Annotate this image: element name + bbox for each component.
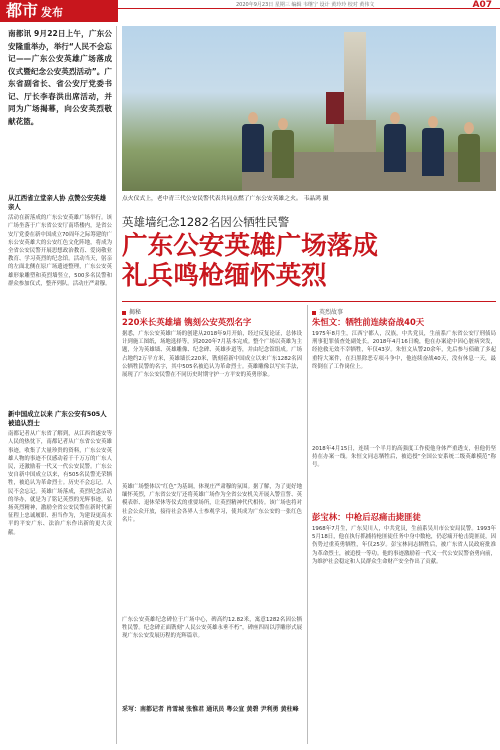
headline-kicker: 英雄墙纪念1282名因公牺牲民警 [122,215,290,229]
headline-rule [122,301,496,302]
hero-story-1: 1975年8月生，江西宁都人，汉族，中共党员，生前系广东省公安厅刑侦局刑事犯罪侦查处副处长。2018年4月16日晚，他在办案途中因心脏病突发，经抢救无效不幸牺牲，年仅43岁。朱恒文从警20余年，先后参与侦破了多起重特大案件，在扫黑除恶专项斗争中，他连续奋战40天，没有休息一天，最终倒在了工作岗位上。 [312,331,496,370]
square-bullet-icon [122,311,126,315]
officer-figure [422,116,444,176]
article-body-5: 广东公安英雄纪念碑位于广场中心，碑高约12.82米，寓意1282名因公牺牲民警。纪念碑正面镌刻“人民公安英雄永垂不朽”，碑座四周以浮雕形式展现广东公安发展历程的光辉篇章。 [122,617,302,640]
subheading-2: 新中国成立以来 广东公安有505人被追认烈士 [8,410,107,427]
altar [326,92,344,124]
monument-base [334,120,376,156]
hero-heading-1: 朱恒文：牺牲前连续奋战40天 [312,317,425,327]
hero-heading-2: 彭宝林：中枪后忍痛击毙匪徒 [312,512,421,522]
page-header [0,0,500,22]
left-column-top [8,194,112,410]
headline [122,231,496,291]
section-suffix: 发布 [41,6,64,19]
photo-caption: 点火仪式上，老中青三代公安民警代表共同点燃了广东公安英雄之火。 韦晶鸿 摄 [122,196,329,202]
article-body-1: 活动在新落成的广东公安英雄广场举行。该广场坐落于广东省公安厅南塔楼内，是省公安厅党委在新中国成立70周年之际筹建的广东公安英雄大的公安红色文化阵地，将成为全省公安民警开展思想政治教育、爱岗敬业教育、学习英烈的纪念馆。活动当天，躬亲的左面北侧在原广场遗迹整理，广东公安英雄形象雕塑和英烈墙竖立，500多名民警和群众参加仪式，整齐列队。活动庄严肃穆。 [8,215,112,287]
issue-meta: 2020年9月23日 星期三 编辑 韦继宁 设计 黄玲玲 校对 黄伟文 [236,2,375,8]
column-divider [116,26,117,744]
left-column-bottom [8,410,112,740]
byline: 采写：南都记者 肖雪城 张惟君 通讯员 粤公宣 黄碧 尹利勇 黄柱峰 [122,706,299,713]
lead-paragraph: 南都讯 9月22日上午，广东公安隆重举办，举行“人民不会忘记——广东公安英雄广场落成仪式暨纪念公安英烈活动”。广东省副省长、省公安厅党委书记、厅长李春洪出席活动，并同为广场揭幕，向公安英烈敬献花篮。 [8,29,112,126]
middle-column [122,307,302,744]
officer-figure [458,122,480,182]
article-body-4: 英雄广场整体以“红色”为基调，体现庄严肃穆的氛围。据了解，为了更好地缅怀英烈，广东省公安厅还将英雄广场作为全省公安机关开展入警宣誓、英模表彰、退休荣休等仪式的重要场所，让英烈精神代代相传。该广场也将对社会公众开放，接待社会各界人士参观学习，使其成为广东公安的一张红色名片。 [122,484,302,523]
section-heading: 220米长英雄墙 镌刻公安英烈名字 [122,317,252,327]
section-label: 英烈故事 [312,307,496,316]
subheading-1: 从江西省立堂亲人协 点赞公安英雄亲人 [8,194,107,211]
officer-figure [242,112,264,172]
page-number: A07 [472,0,492,10]
right-column [312,307,496,744]
news-photo [122,26,496,191]
section-masthead: 都市 发布 [0,0,118,22]
article-body-2: 南都记者从广东省了解到，从江西省遂安等人民的热忱下，南都记者从广东省公安英雄事迹，收集了大量珍贵的资料，广东公安英雄人物的事迹不仅感动着千千万万的广东人民，还激励着一代又一代公安民警。广东公安自新中国成立以来，有505名民警光荣牺牲，被追认为革命烈士。历史不会忘记，人民不会忘记。英雄广场落成，英烈纪念活动的举办，就是为了铭记英烈的光辉事迹，弘扬英烈精神，激励全省公安民警在新时代新征程上忠诚履职、担当作为，为建设更高水平的平安广东、法治广东作出新的更大贡献。 [8,431,112,536]
column-divider [307,305,308,744]
headline-line-1: 广东公安英雄广场落成 [122,231,378,261]
section-label: 揭秘 [122,307,302,316]
headline-line-2: 礼兵鸣枪缅怀英烈 [122,261,327,291]
officer-figure [272,118,294,178]
hero-story-1b: 2018年4月15日，连续一个半月的高强度工作使他身体严重透支，但他仍坚持在办案一线。朱恒文同志牺牲后，被追授“全国公安系统二级英雄模范”称号。 [312,446,496,469]
hero-story-2: 1968年7月生，广东吴川人，中共党员，生前系吴川市公安局民警。1993年5月18日，他在执行抓捕持枪匪徒任务中身中数枪，仍忍痛开枪击毙匪徒，因伤势过重英勇牺牲，年仅25岁。彭宝林同志牺牲后，被广东省人民政府批准为革命烈士，被追授一等功。他的事迹激励着一代又一代公安民警奋勇向前，为维护社会稳定和人民群众生命财产安全作出了贡献。 [312,526,496,565]
square-bullet-icon [312,311,316,315]
article-body-3: 据悉，广东公安英雄广场的创建从2018年9月开始，经过反复论证，总体设计到施工图纸，场地选择等，到2020年7月基本完成。整个广场以英雄为主题，分为英雄墙、英雄雕像、纪念碑、英雄步道等，并由纪念馆组成。广场占地约2万平方米，英雄墙长220米，镌刻着新中国成立以来广东1282名因公牺牲民警的名字，其中505名被追认为革命烈士。英雄雕像以写实手法，展现了广东公安民警在不同历史时期守护一方平安的英勇形象。 [122,331,302,379]
officer-figure [384,112,406,172]
